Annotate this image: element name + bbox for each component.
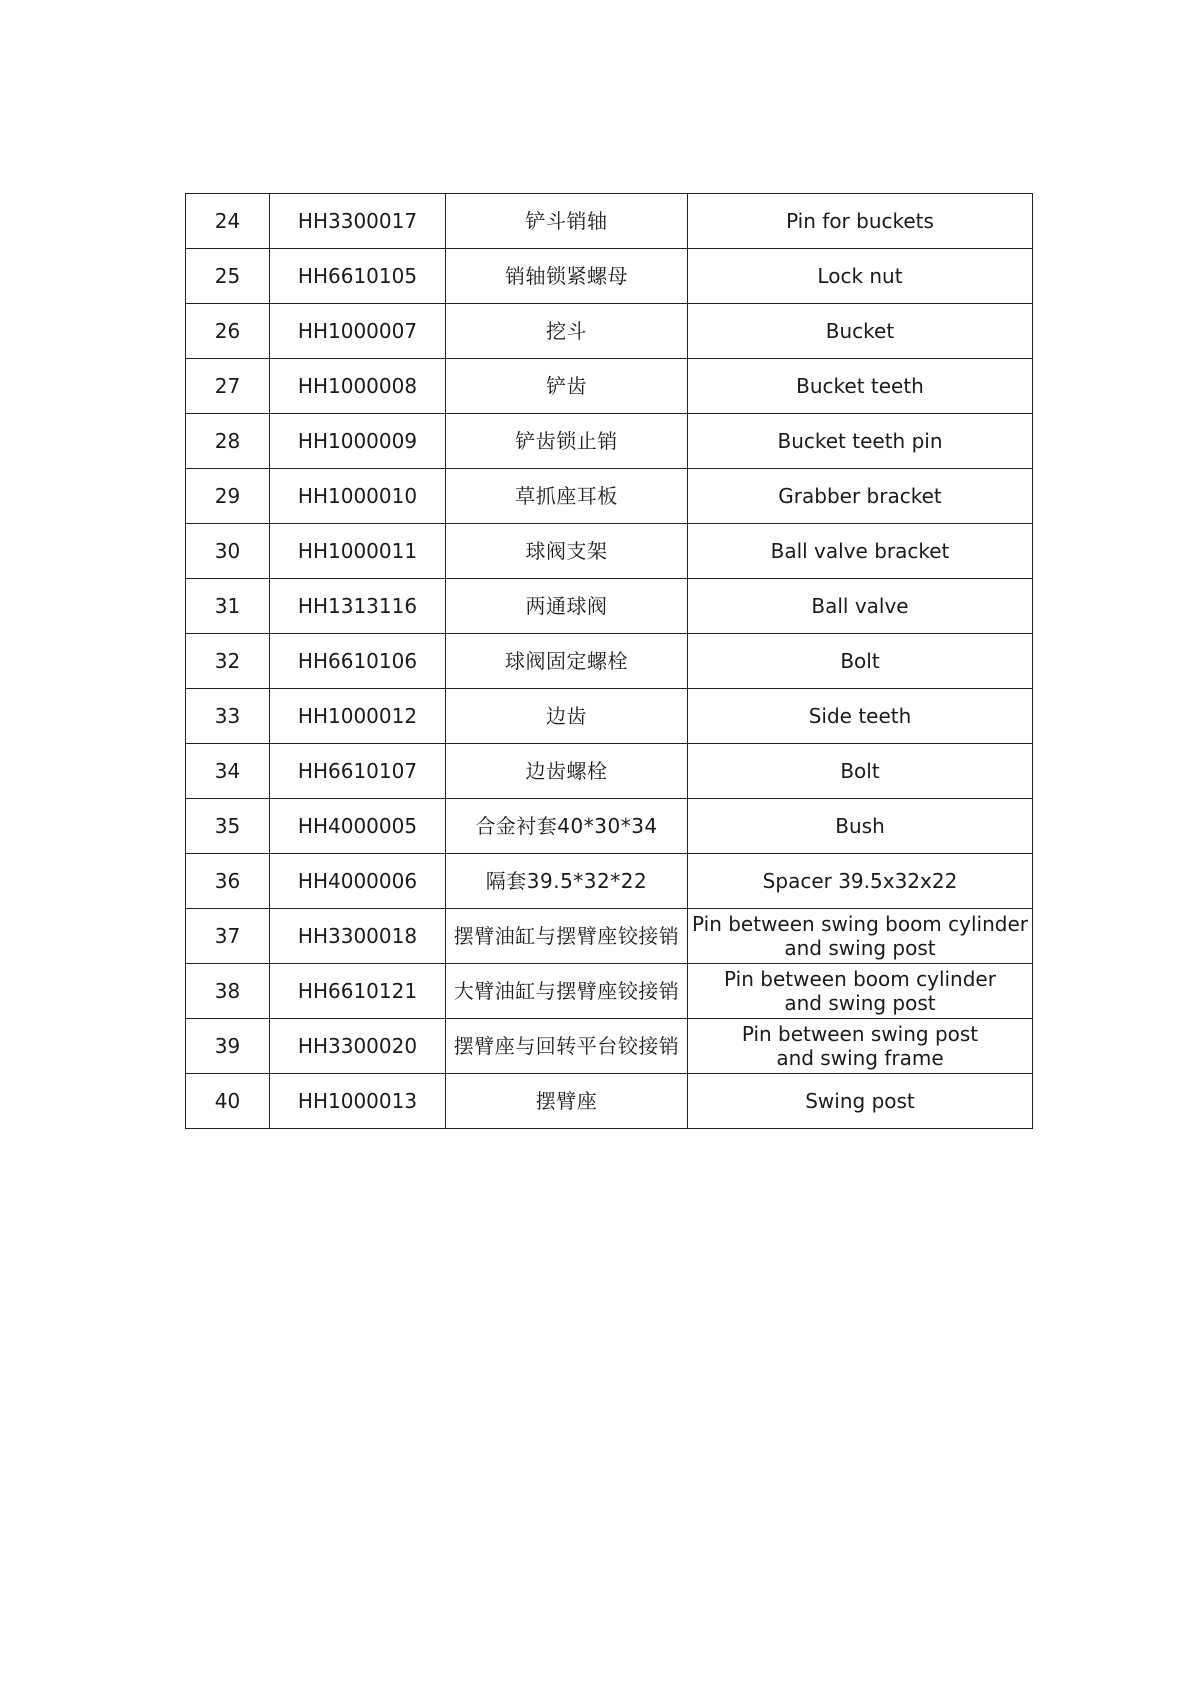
- item-number: 36: [186, 854, 270, 909]
- item-number: 31: [186, 579, 270, 634]
- table-row: [186, 964, 1033, 1019]
- table-row: [186, 579, 1033, 634]
- part-code: HH6610107: [270, 744, 446, 799]
- table-row: [186, 744, 1033, 799]
- table-row: [186, 1019, 1033, 1074]
- part-name-english: Pin for buckets: [688, 194, 1033, 249]
- part-code: HH3300017: [270, 194, 446, 249]
- part-name-chinese: 摆臂油缸与摆臂座铰接销: [446, 909, 688, 964]
- part-name-english: Swing post: [688, 1074, 1033, 1129]
- table-row: [186, 689, 1033, 744]
- item-number: 40: [186, 1074, 270, 1129]
- part-code: HH6610105: [270, 249, 446, 304]
- part-name-chinese: 边齿螺栓: [446, 744, 688, 799]
- table-row: [186, 524, 1033, 579]
- part-code: HH1000007: [270, 304, 446, 359]
- table-row: [186, 909, 1033, 964]
- part-name-chinese: 挖斗: [446, 304, 688, 359]
- part-code: HH3300020: [270, 1019, 446, 1074]
- part-code: HH1000011: [270, 524, 446, 579]
- table-row: [186, 854, 1033, 909]
- part-name-english: Bucket teeth: [688, 359, 1033, 414]
- part-name-english: Lock nut: [688, 249, 1033, 304]
- item-number: 38: [186, 964, 270, 1019]
- item-number: 24: [186, 194, 270, 249]
- item-number: 29: [186, 469, 270, 524]
- table-row: [186, 359, 1033, 414]
- part-name-english: Ball valve: [688, 579, 1033, 634]
- part-name-english: Pin between swing post and swing frame: [688, 1019, 1033, 1074]
- part-name-english: Ball valve bracket: [688, 524, 1033, 579]
- item-number: 39: [186, 1019, 270, 1074]
- item-number: 33: [186, 689, 270, 744]
- parts-table: [185, 193, 1033, 1129]
- table-row: [186, 414, 1033, 469]
- item-number: 28: [186, 414, 270, 469]
- part-name-english: Grabber bracket: [688, 469, 1033, 524]
- part-code: HH1000009: [270, 414, 446, 469]
- part-name-chinese: 球阀固定螺栓: [446, 634, 688, 689]
- part-code: HH6610106: [270, 634, 446, 689]
- part-code: HH6610121: [270, 964, 446, 1019]
- item-number: 37: [186, 909, 270, 964]
- part-name-chinese: 铲齿: [446, 359, 688, 414]
- part-name-english: Spacer 39.5x32x22: [688, 854, 1033, 909]
- part-name-chinese: 球阀支架: [446, 524, 688, 579]
- part-code: HH1000010: [270, 469, 446, 524]
- part-code: HH4000005: [270, 799, 446, 854]
- table-row: [186, 1074, 1033, 1129]
- part-name-english: Bush: [688, 799, 1033, 854]
- part-name-english: Side teeth: [688, 689, 1033, 744]
- part-name-chinese: 合金衬套40*30*34: [446, 799, 688, 854]
- part-name-chinese: 大臂油缸与摆臂座铰接销: [446, 964, 688, 1019]
- part-code: HH3300018: [270, 909, 446, 964]
- part-name-chinese: 铲斗销轴: [446, 194, 688, 249]
- part-code: HH1000012: [270, 689, 446, 744]
- table-row: [186, 799, 1033, 854]
- part-code: HH1000013: [270, 1074, 446, 1129]
- part-name-english: Pin between swing boom cylinder and swing post: [688, 909, 1033, 964]
- part-name-chinese: 两通球阀: [446, 579, 688, 634]
- part-name-chinese: 草抓座耳板: [446, 469, 688, 524]
- part-name-chinese: 铲齿锁止销: [446, 414, 688, 469]
- table-row: [186, 304, 1033, 359]
- part-name-chinese: 隔套39.5*32*22: [446, 854, 688, 909]
- item-number: 27: [186, 359, 270, 414]
- part-name-chinese: 销轴锁紧螺母: [446, 249, 688, 304]
- part-name-english: Bolt: [688, 634, 1033, 689]
- part-code: HH1313116: [270, 579, 446, 634]
- item-number: 32: [186, 634, 270, 689]
- item-number: 26: [186, 304, 270, 359]
- item-number: 25: [186, 249, 270, 304]
- part-name-english: Pin between boom cylinder and swing post: [688, 964, 1033, 1019]
- part-name-chinese: 摆臂座: [446, 1074, 688, 1129]
- part-code: HH4000006: [270, 854, 446, 909]
- table-row: [186, 249, 1033, 304]
- part-code: HH1000008: [270, 359, 446, 414]
- table-row: [186, 469, 1033, 524]
- part-name-english: Bucket teeth pin: [688, 414, 1033, 469]
- item-number: 30: [186, 524, 270, 579]
- part-name-english: Bucket: [688, 304, 1033, 359]
- table-row: [186, 634, 1033, 689]
- part-name-english: Bolt: [688, 744, 1033, 799]
- table-row: [186, 194, 1033, 249]
- item-number: 34: [186, 744, 270, 799]
- item-number: 35: [186, 799, 270, 854]
- part-name-chinese: 摆臂座与回转平台铰接销: [446, 1019, 688, 1074]
- parts-table-body: [186, 194, 1033, 1129]
- part-name-chinese: 边齿: [446, 689, 688, 744]
